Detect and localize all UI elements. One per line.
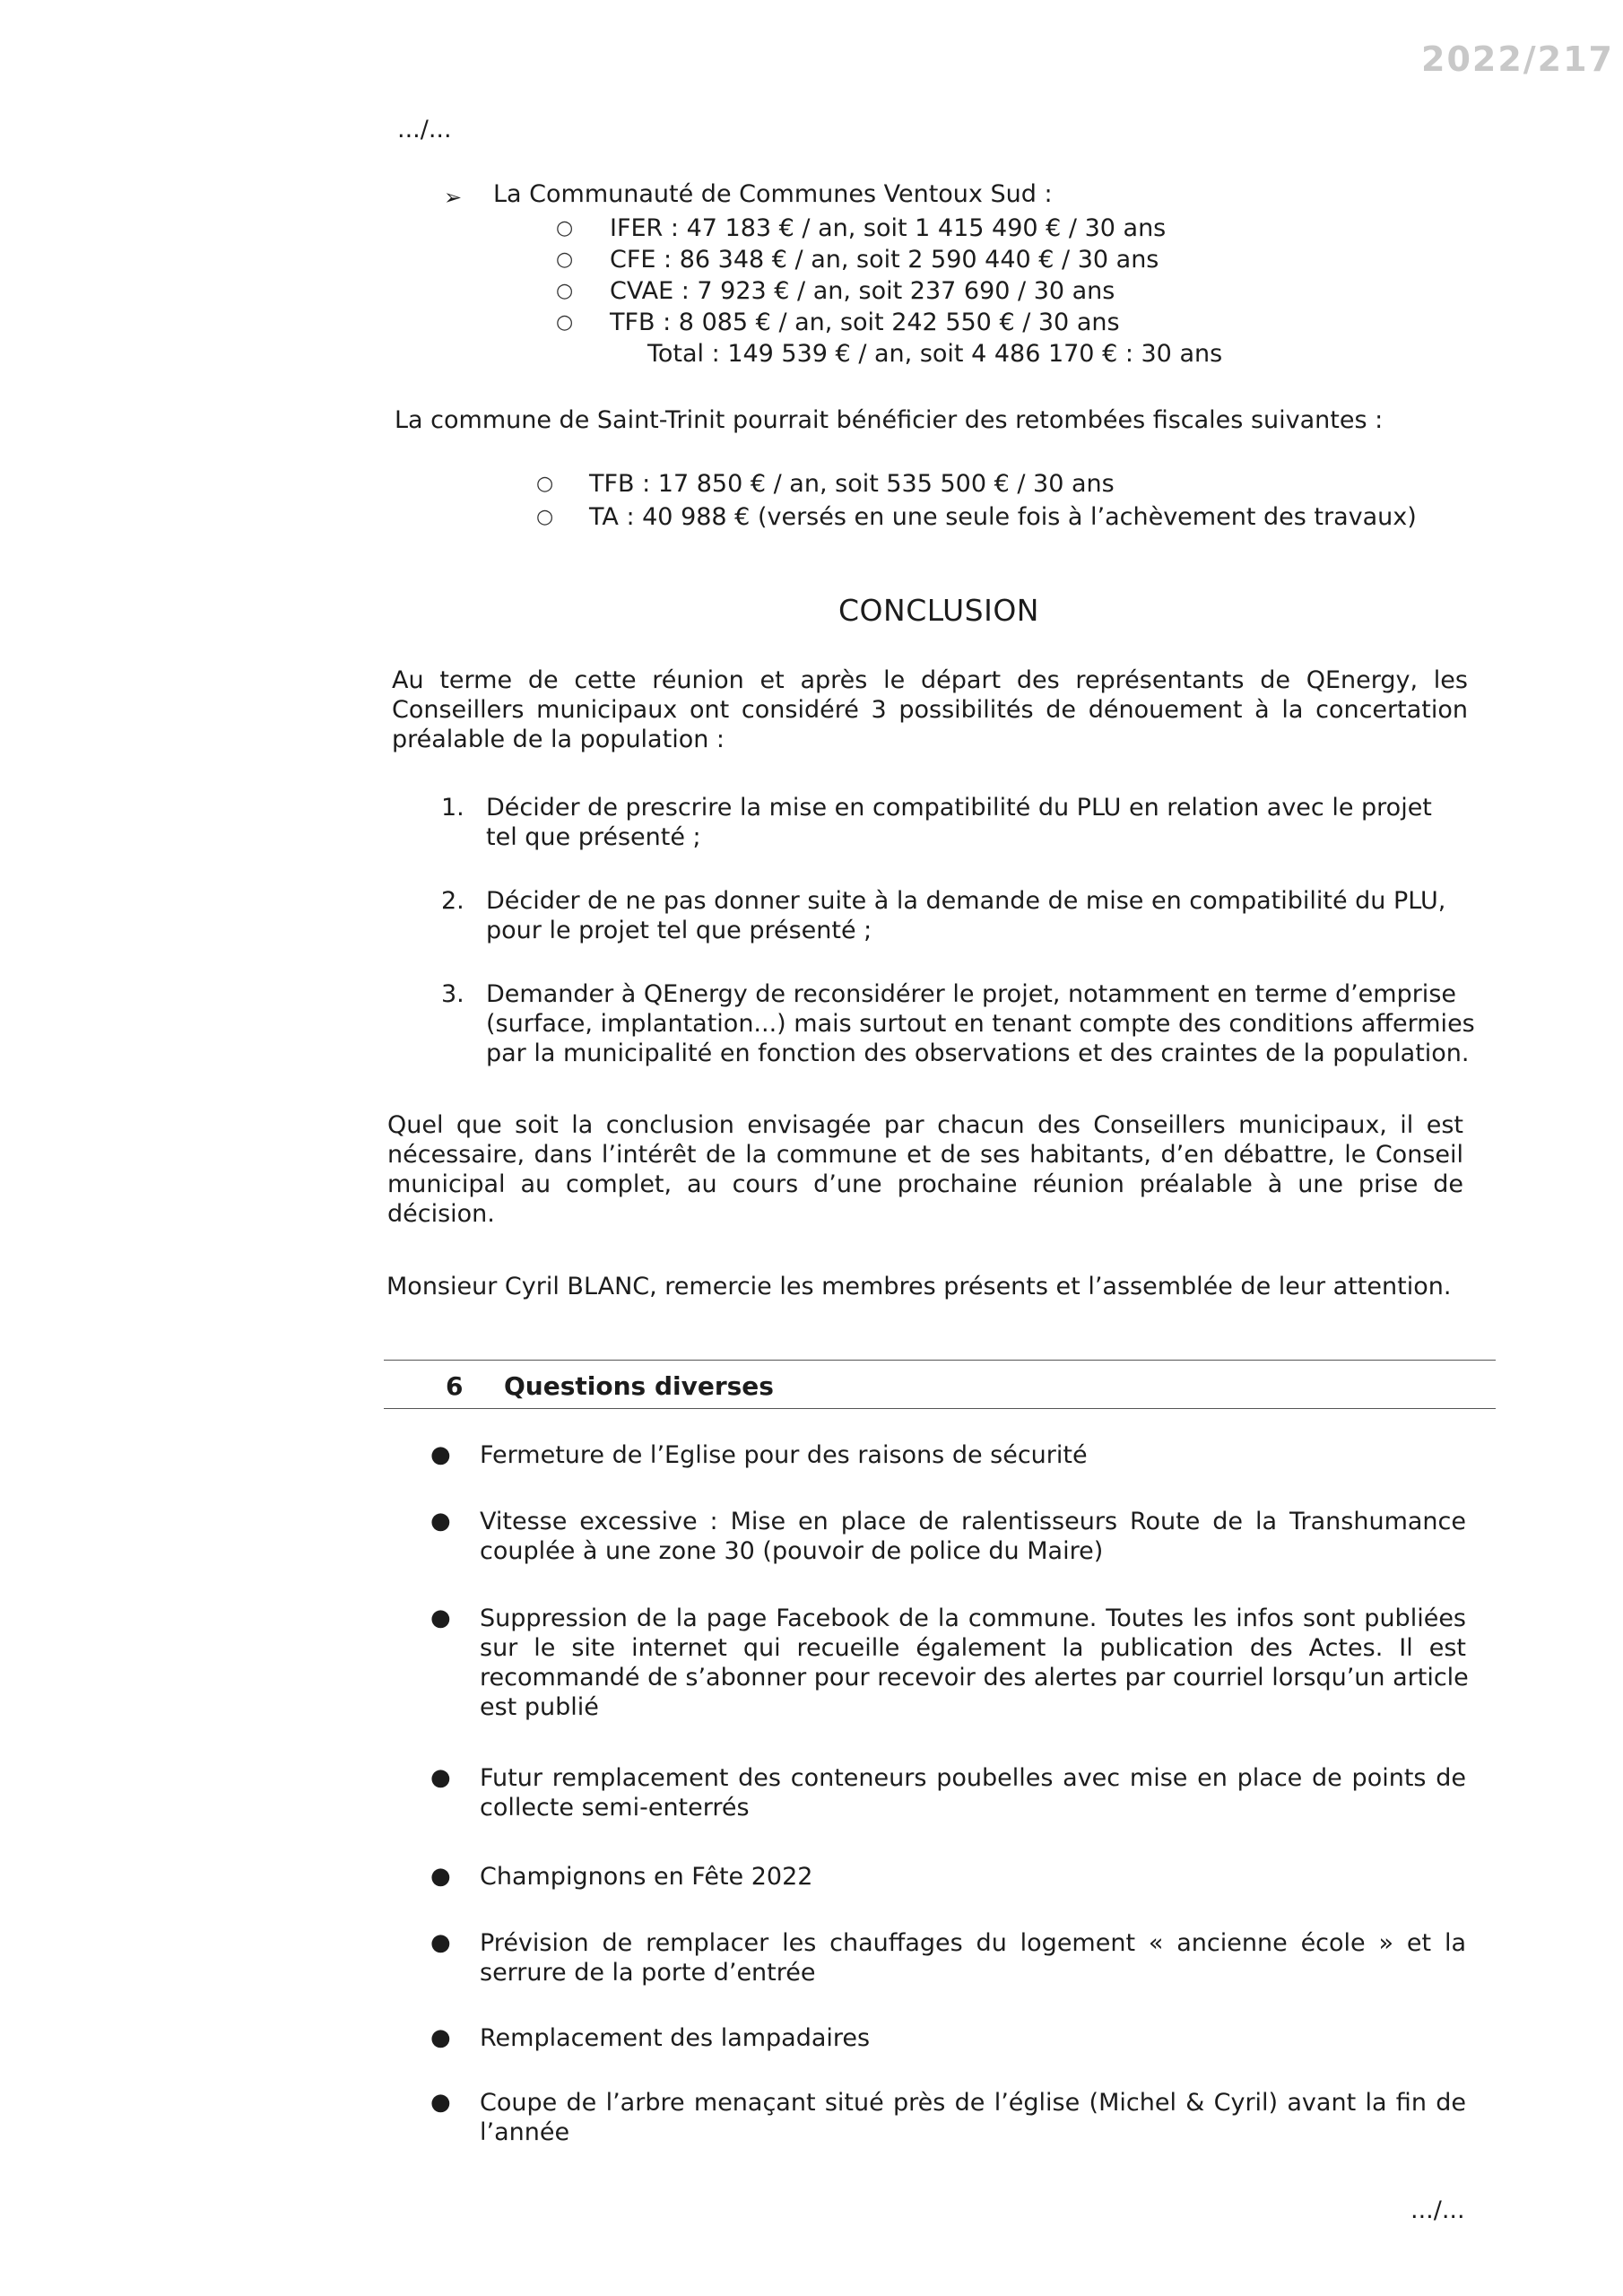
commune-intro: La commune de Saint-Trinit pourrait bénéficier des retombées fiscales suivantes : bbox=[395, 406, 1384, 434]
ccvs-item: TFB : 8 085 € / an, soit 242 550 € / 30 ans bbox=[610, 309, 1120, 336]
list-item-line: Champignons en Fête 2022 bbox=[480, 1863, 813, 1891]
bullet-dot-icon: ● bbox=[430, 1508, 451, 1535]
continuation-mark-bottom: .../... bbox=[1410, 2196, 1465, 2224]
bullet-dot-icon: ● bbox=[430, 1764, 451, 1791]
option-number: 3. bbox=[441, 980, 464, 1008]
option-line: Demander à QEnergy de reconsidérer le projet, notamment en terme d’emprise bbox=[486, 980, 1456, 1008]
conclusion-intro-line: Au terme de cette réunion et après le départ des représentants de QEnergy, les bbox=[392, 666, 1468, 694]
list-item-line: Suppression de la page Facebook de la commune. Toutes les infos sont publiées bbox=[480, 1605, 1466, 1632]
section-rule-top bbox=[384, 1360, 1496, 1361]
commune-item: TFB : 17 850 € / an, soit 535 500 € / 30 ans bbox=[589, 470, 1115, 498]
list-item-line: est publié bbox=[480, 1693, 599, 1721]
page-number: 2022/217 bbox=[1421, 39, 1614, 79]
section-heading bbox=[446, 1371, 774, 1401]
conclusion-intro-line: Conseillers municipaux ont considéré 3 possibilités de dénouement à la concertation bbox=[392, 696, 1468, 724]
debate-line: décision. bbox=[387, 1200, 495, 1228]
circle-bullet-icon: ○ bbox=[556, 311, 574, 334]
list-item-line: sur le site internet qui recueille également la publication des Actes. Il est bbox=[480, 1634, 1466, 1662]
option-line: par la municipalité en fonction des observations et des craintes de la population. bbox=[486, 1039, 1470, 1067]
conclusion-intro bbox=[392, 665, 1468, 754]
bullet-dot-icon: ● bbox=[430, 1441, 451, 1468]
circle-bullet-icon: ○ bbox=[536, 473, 554, 495]
debate-line: municipal au complet, au cours d’une prochaine réunion préalable à une prise de bbox=[387, 1170, 1463, 1198]
continuation-mark-top: .../... bbox=[397, 116, 452, 144]
option-line: Décider de ne pas donner suite à la demande de mise en compatibilité du PLU, bbox=[486, 887, 1446, 915]
ccvs-total: Total : 149 539 € / an, soit 4 486 170 € : 30 ans bbox=[647, 340, 1223, 368]
circle-bullet-icon: ○ bbox=[536, 506, 554, 528]
bullet-dot-icon: ● bbox=[430, 2024, 451, 2051]
debate-line: nécessaire, dans l’intérêt de la commune et de ses habitants, d’en débattre, le Conseil bbox=[387, 1141, 1463, 1169]
commune-item: TA : 40 988 € (versés en une seule fois à l’achèvement des travaux) bbox=[589, 503, 1417, 531]
option-line: pour le projet tel que présenté ; bbox=[486, 917, 872, 944]
bullet-dot-icon: ● bbox=[430, 1605, 451, 1631]
bullet-dot-icon: ● bbox=[430, 1863, 451, 1890]
option-number: 2. bbox=[441, 887, 464, 915]
list-item-line: Prévision de remplacer les chauffages du logement « ancienne école » et la bbox=[480, 1929, 1466, 1957]
section-title: Questions diverses bbox=[503, 1371, 774, 1401]
debate-paragraph bbox=[387, 1110, 1463, 1229]
list-item-line: Coupe de l’arbre menaçant situé près de l’église (Michel & Cyril) avant la fin de bbox=[480, 2089, 1466, 2117]
circle-bullet-icon: ○ bbox=[556, 217, 574, 239]
section-rule-bottom bbox=[384, 1408, 1496, 1409]
list-item-line: Futur remplacement des conteneurs poubelles avec mise en place de points de bbox=[480, 1764, 1466, 1792]
list-item-line: Vitesse excessive : Mise en place de ralentisseurs Route de la Transhumance bbox=[480, 1508, 1466, 1535]
list-item-line: couplée à une zone 30 (pouvoir de police du Maire) bbox=[480, 1537, 1104, 1565]
section-number: 6 bbox=[446, 1371, 464, 1401]
debate-line: Quel que soit la conclusion envisagée par chacun des Conseillers municipaux, il est bbox=[387, 1111, 1463, 1139]
option-line: (surface, implantation...) mais surtout en tenant compte des conditions affermies bbox=[486, 1010, 1475, 1038]
arrow-bullet-icon: ➢ bbox=[444, 185, 463, 210]
conclusion-title: CONCLUSION bbox=[838, 593, 1039, 628]
option-number: 1. bbox=[441, 794, 464, 822]
bullet-dot-icon: ● bbox=[430, 2089, 451, 2116]
option-line: tel que présenté ; bbox=[486, 823, 701, 851]
thanks-paragraph: Monsieur Cyril BLANC, remercie les membres présents et l’assemblée de leur attention. bbox=[386, 1273, 1452, 1300]
circle-bullet-icon: ○ bbox=[556, 248, 574, 271]
list-item-line: l’année bbox=[480, 2118, 570, 2146]
bullet-dot-icon: ● bbox=[430, 1929, 451, 1956]
ccvs-item: CVAE : 7 923 € / an, soit 237 690 / 30 ans bbox=[610, 277, 1115, 305]
conclusion-intro-line: préalable de la population : bbox=[392, 726, 725, 753]
ccvs-item: IFER : 47 183 € / an, soit 1 415 490 € / 30 ans bbox=[610, 214, 1167, 242]
list-item-line: serrure de la porte d’entrée bbox=[480, 1959, 816, 1987]
list-item-line: Remplacement des lampadaires bbox=[480, 2024, 871, 2052]
ccvs-item: CFE : 86 348 € / an, soit 2 590 440 € / 30 ans bbox=[610, 246, 1159, 274]
ccvs-heading: La Communauté de Communes Ventoux Sud : bbox=[493, 180, 1053, 208]
list-item-line: Fermeture de l’Eglise pour des raisons de sécurité bbox=[480, 1441, 1088, 1469]
list-item-line: recommandé de s’abonner pour recevoir des alertes par courriel lorsqu’un article bbox=[480, 1664, 1469, 1692]
option-line: Décider de prescrire la mise en compatibilité du PLU en relation avec le projet bbox=[486, 794, 1432, 822]
circle-bullet-icon: ○ bbox=[556, 280, 574, 302]
list-item-line: collecte semi-enterrés bbox=[480, 1794, 750, 1822]
